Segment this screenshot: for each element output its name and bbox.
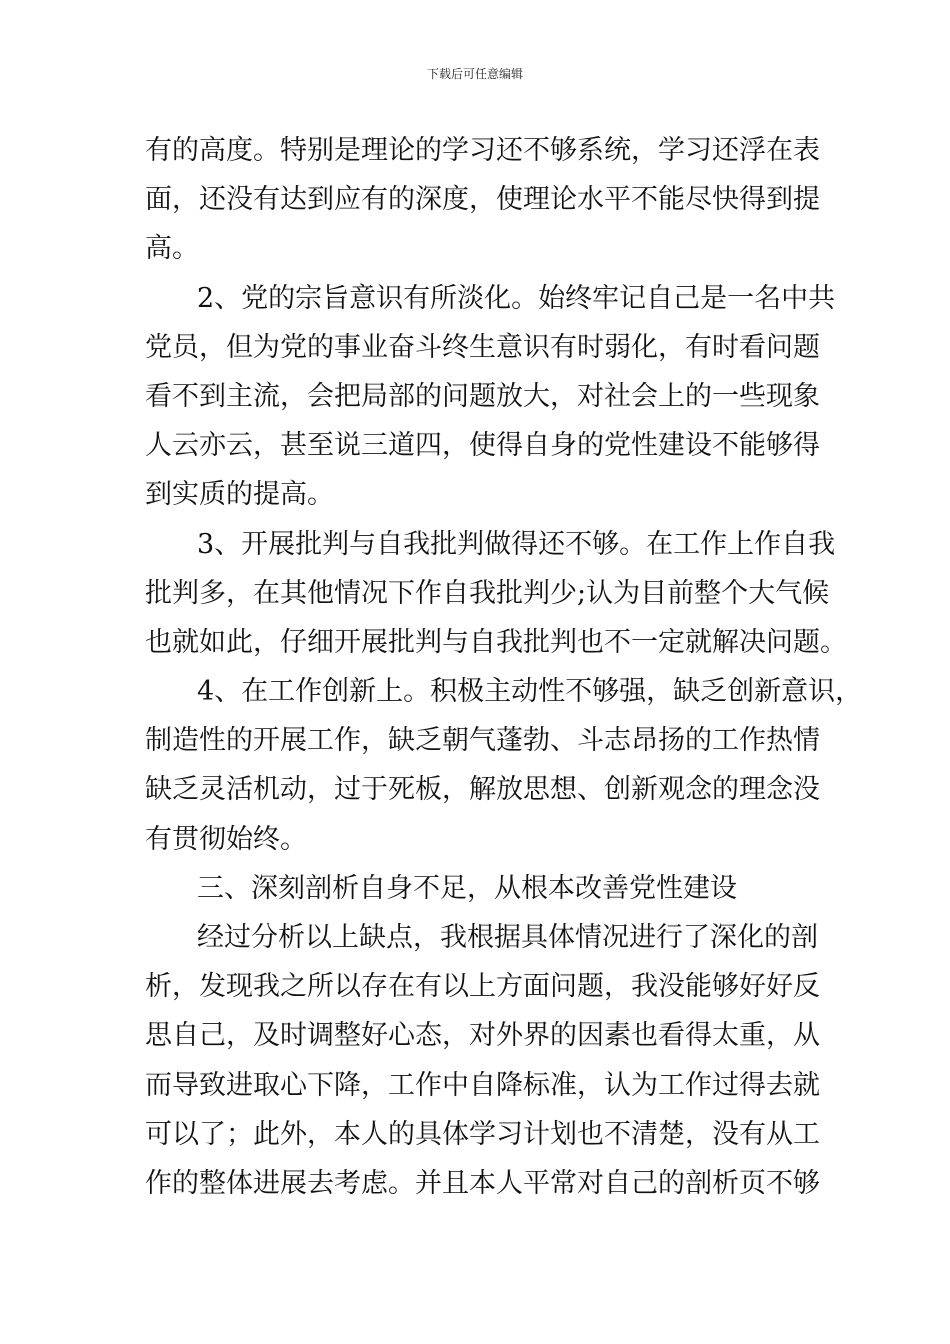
body-line: 缺乏灵活机动，过于死板，解放思想、创新观念的理念没	[145, 774, 820, 806]
section-heading: 三、深刻剖析自身不足，从根本改善党性建设	[197, 872, 737, 904]
body-line: 党员，但为党的事业奋斗终生意识有时弱化，有时看问题	[145, 331, 820, 363]
page-header: 下载后可任意编辑	[426, 67, 523, 81]
body-line: 有的高度。特别是理论的学习还不够系统，学习还浮在表	[145, 135, 820, 166]
body-line: 批判多，在其他情况下作自我批判少;认为目前整个大气候	[145, 577, 830, 609]
body-line: 高。	[145, 233, 199, 265]
body-line: 有贯彻始终。	[145, 823, 307, 855]
body-line: 作的整体进展去考虑。并且本人平常对自己的剖析页不够	[145, 1167, 820, 1199]
body-line: 看不到主流，会把局部的问题放大，对社会上的一些现象	[145, 380, 820, 412]
body-line: 人云亦云，甚至说三道四，使得自身的党性建设不能够得	[145, 430, 820, 462]
paragraph-start-line: 经过分析以上缺点，我根据具体情况进行了深化的剖	[197, 922, 818, 953]
paragraph-start-line: 4、在工作创新上。积极主动性不够强，缺乏创新意识，	[197, 676, 863, 708]
paragraph-start-line: 2、党的宗旨意识有所淡化。始终牢记自己是一名中共	[197, 282, 836, 314]
body-line: 面，还没有达到应有的深度，使理论水平不能尽快得到提	[145, 184, 820, 216]
body-line: 可以了；此外，本人的具体学习计划也不清楚，没有从工	[145, 1118, 820, 1150]
body-line: 思自己，及时调整好心态，对外界的因素也看得太重，从	[145, 1020, 820, 1052]
body-line: 而导致进取心下降，工作中自降标准，认为工作过得去就	[145, 1069, 820, 1101]
body-line: 到实质的提高。	[145, 479, 334, 511]
document-body	[145, 126, 863, 1208]
body-line: 也就如此，仔细开展批判与自我批判也不一定就解决问题。	[145, 626, 847, 658]
paragraph-start-line: 3、开展批判与自我批判做得还不够。在工作上作自我	[197, 528, 836, 560]
body-line: 制造性的开展工作，缺乏朝气蓬勃、斗志昂扬的工作热情	[145, 725, 820, 757]
body-line: 析，发现我之所以存在有以上方面问题，我没能够好好反	[145, 971, 820, 1003]
